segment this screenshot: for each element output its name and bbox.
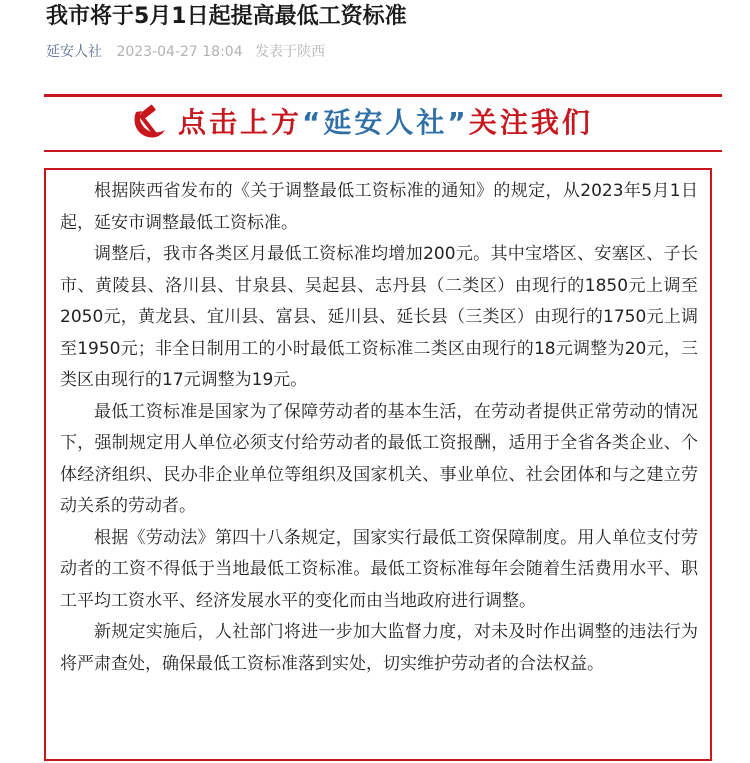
banner-highlight: “延安人社” (302, 106, 469, 139)
banner-top-rule (44, 94, 722, 97)
banner-suffix: 关注我们 (468, 106, 593, 139)
article-title: 我市将于5月1日起提高最低工资标准 (46, 4, 407, 29)
publish-date: 2023-04-27 18:04 (116, 44, 243, 60)
follow-banner[interactable] (44, 94, 722, 152)
body-paragraph: 根据《劳动法》第四十八条规定，国家实行最低工资保障制度。用人单位支付劳动者的工资不得低于当地最低工资标准。最低工资标准每年会随着生活费用水平、职工平均工资水平、经济发展水平的变化而由当地政府进行调整。 (60, 527, 698, 611)
body-paragraph: 新规定实施后，人社部门将进一步加大监督力度，对未及时作出调整的违法行为将严肃查处，确保最低工资标准落到实处，切实维护劳动者的合法权益。 (60, 622, 698, 674)
body-paragraph: 最低工资标准是国家为了保障劳动者的基本生活，在劳动者提供正常劳动的情况下，强制规定用人单位必须支付给劳动者的最低工资报酬，适用于全省各类企业、个体经济组织、民办非企业单位等组织及国家机关、事业单位、社会团体和与之建立劳动关系的劳动者。 (60, 401, 698, 516)
article-meta (46, 42, 325, 62)
publish-location: 发表于陕西 (255, 44, 326, 60)
article-body (44, 168, 712, 761)
banner-bottom-rule (44, 150, 722, 152)
account-name-link[interactable]: 延安人社 (46, 44, 102, 60)
hammer-sickle-icon (128, 104, 168, 142)
banner-text (178, 104, 593, 142)
body-paragraph: 调整后，我市各类区月最低工资标准均增加200元。其中宝塔区、安塞区、子长市、黄陵县、洛川县、甘泉县、吴起县、志丹县（二类区）由现行的1850元上调至2050元，黄龙县、宜川县、富县、延川县、延长县（三类区）由现行的1750元上调至1950元；非全日制用工的小时最低工资标准二类区由现行的18元调整为20元，三类区由现行的17元调整为19元。 (60, 244, 698, 390)
body-paragraph: 根据陕西省发布的《关于调整最低工资标准的通知》的规定，从2023年5月1日起，延安市调整最低工资标准。 (60, 181, 698, 233)
banner-prefix: 点击上方 (178, 106, 303, 139)
